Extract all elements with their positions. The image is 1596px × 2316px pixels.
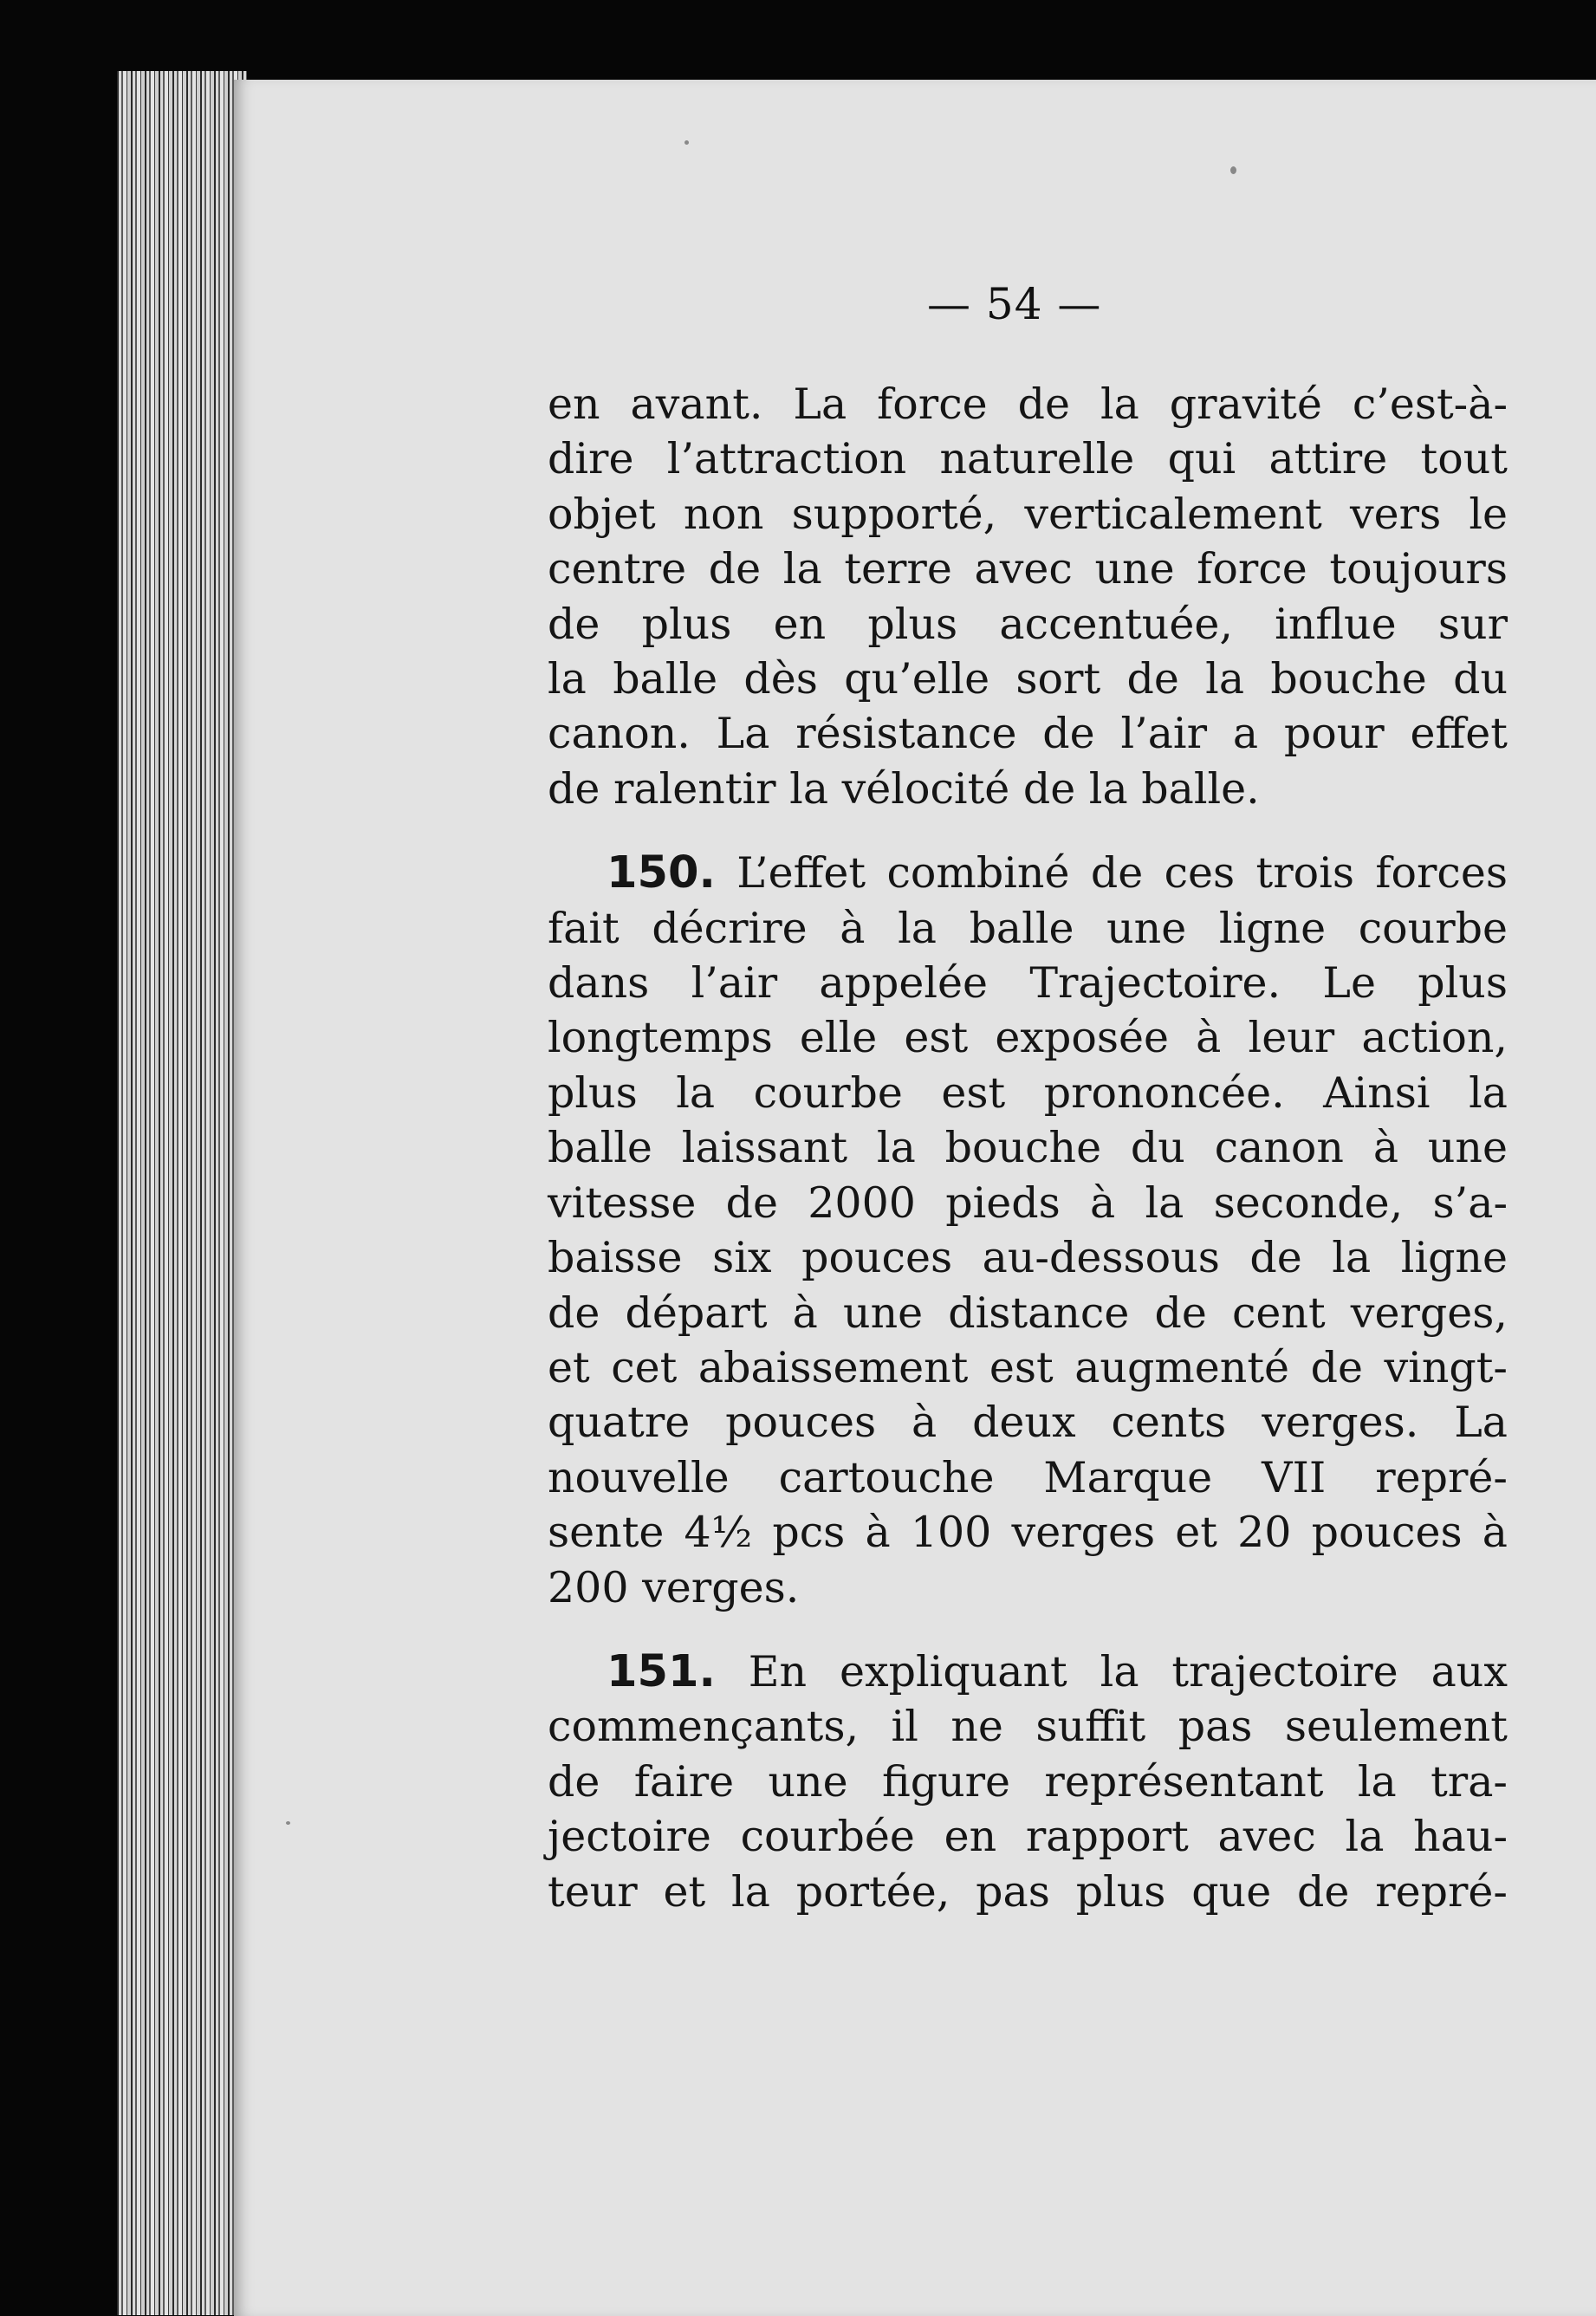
text-line: baisse six pouces au-dessous de la ligne bbox=[548, 1233, 1508, 1283]
paragraph-number: 150. bbox=[607, 847, 716, 899]
text-line: nouvelle cartouche Marque VII repré- bbox=[548, 1452, 1508, 1502]
paper-speck bbox=[684, 140, 689, 145]
text-fragment: L’effet combiné de ces trois forces bbox=[736, 848, 1508, 899]
paper-speck bbox=[1230, 166, 1236, 174]
text-line: dans l’air appelée Trajectoire. Le plus bbox=[548, 958, 1508, 1009]
text-line: dire l’attraction naturelle qui attire tout bbox=[548, 434, 1508, 484]
text-line: en avant. La force de la gravité c’est-à- bbox=[548, 380, 1508, 429]
text-fragment: En expliquant la trajectoire aux bbox=[748, 1646, 1508, 1696]
text-line: de départ à une distance de cent verges, bbox=[548, 1288, 1508, 1338]
text-line: longtemps elle est exposée à leur action, bbox=[548, 1013, 1508, 1063]
text-line: vitesse de 2000 pieds à la seconde, s’a- bbox=[548, 1177, 1508, 1228]
text-line: et cet abaissement est augmenté de vingt- bbox=[548, 1342, 1508, 1392]
text-line: balle laissant la bouche du canon à une bbox=[548, 1123, 1508, 1173]
body-text bbox=[548, 377, 1508, 1949]
text-line: de plus en plus accentuée, influe sur bbox=[548, 599, 1508, 649]
text-line: objet non supporté, verticalement vers le bbox=[548, 489, 1508, 539]
text-line: plus la courbe est prononcée. Ainsi la bbox=[548, 1067, 1508, 1118]
text-line bbox=[548, 846, 1508, 900]
text-line: canon. La résistance de l’air a pour effet bbox=[548, 709, 1508, 759]
text-line: 200 verges. bbox=[548, 1562, 800, 1612]
text-line: teur et la portée, pas plus que de repré- bbox=[548, 1866, 1508, 1917]
text-line: sente 4½ pcs à 100 verges et 20 pouces à bbox=[548, 1508, 1508, 1558]
page-number: — 54 — bbox=[927, 279, 1102, 329]
text-line: jectoire courbée en rapport avec la hau- bbox=[548, 1812, 1508, 1862]
text-line: la balle dès qu’elle sort de la bouche du bbox=[548, 654, 1508, 704]
text-line: de ralentir la vélocité de la balle. bbox=[548, 763, 1260, 814]
text-line: commençants, il ne suffit pas seulement bbox=[548, 1702, 1508, 1752]
paper-speck bbox=[286, 1821, 290, 1825]
text-line: fait décrire à la balle une ligne courbe bbox=[548, 903, 1508, 953]
paragraph-number: 151. bbox=[607, 1645, 716, 1697]
paragraph-continuation bbox=[548, 377, 1508, 816]
paragraph-151 bbox=[548, 1645, 1508, 1919]
text-line: quatre pouces à deux cents verges. La bbox=[548, 1398, 1508, 1448]
text-line: de faire une figure représentant la tra- bbox=[548, 1756, 1508, 1807]
text-line: centre de la terre avec une force toujours bbox=[548, 544, 1508, 594]
text-line bbox=[548, 1645, 1508, 1699]
paragraph-150 bbox=[548, 846, 1508, 1615]
page-edges bbox=[117, 71, 247, 2315]
